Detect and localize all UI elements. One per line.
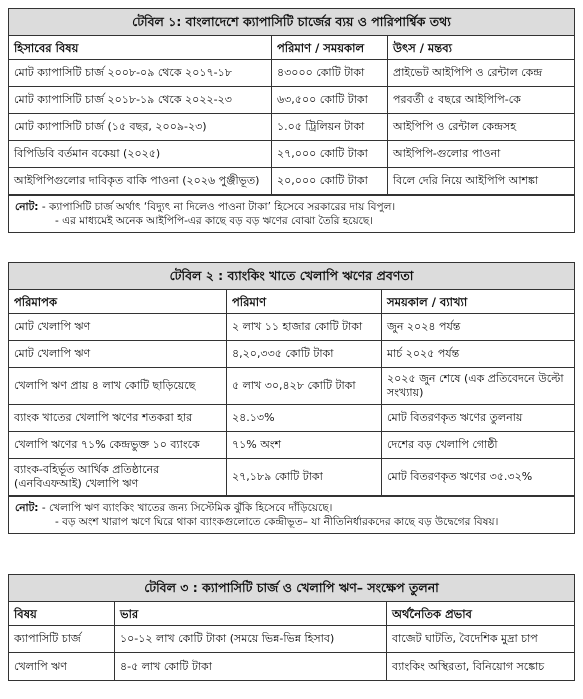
table-row <box>9 432 574 459</box>
table-cell: জুন ২০২৪ পর্যন্ত <box>387 320 461 333</box>
table-row <box>9 168 574 195</box>
table-row <box>9 141 574 168</box>
table-cell: ২০,০০০ কোটি টাকা <box>272 168 388 194</box>
table-title: টেবিল ১: বাংলাদেশে ক্যাপাসিটি চার্জের ব্যয় ও পারিপার্শ্বিক তথ্য <box>9 9 574 36</box>
note-line: - এর মাধ্যমেই অনেক আইপিপি-এর কাছে বড় বড় ঋণের বোঝা তৈরি হয়েছে। <box>55 215 374 227</box>
table-cell: বিলে দেরি নিয়ে আইপিপি আশঙ্কা <box>393 174 539 187</box>
header-cell: বিষয় <box>9 602 115 625</box>
table-cell: ব্যাংকিং অস্থিরতা, বিনিয়োগ সঙ্কোচ <box>392 659 545 673</box>
table-cell: বাজেট ঘাটতি, বৈদেশিক মুদ্রা চাপ <box>392 632 538 645</box>
table-row <box>9 626 574 653</box>
table-cell: খেলাপি ঋণ প্রায় ৪ লাখ কোটি ছাড়িয়েছে <box>9 368 227 404</box>
table-row <box>9 653 574 680</box>
table-cell: ২৪.১৩% <box>227 405 382 431</box>
table-cell: মোট বিতরণকৃত ঋণের তুলনায় <box>387 411 523 424</box>
table-cell: ১০-১২ লাখ কোটি টাকা (সময়ে ভিন্ন-ভিন্ন হিসাব) <box>115 626 387 652</box>
table-cell: দেশের বড় খেলাপি গোষ্ঠী <box>387 438 498 451</box>
header-cell: ভার <box>115 602 387 625</box>
table-row <box>9 87 574 114</box>
table-cell: খেলাপি ঋণ <box>9 653 115 680</box>
table-title: টেবিল ২ : ব্যাংকিং খাতে খেলাপি ঋণের প্রবণতা <box>9 263 574 290</box>
table-title: টেবিল ৩ : ক্যাপাসিটি চার্জ ও খেলাপি ঋণ– সংক্ষেপ তুলনা <box>9 575 574 602</box>
table-cell: খেলাপি ঋণের ৭১% কেন্দ্রভুক্ত ১০ ব্যাংকে <box>9 432 227 458</box>
table-cell: মোট ক্যাপাসিটি চার্জ (১৫ বছর, ২০০৯-২৩) <box>9 114 272 140</box>
table-cell: মোট বিতরণকৃত ঋণের ৩৫.৩২% <box>387 470 533 483</box>
table-cell: আইপিপিগুলোর দাবিকৃত বাকি পাওনা (২০২৬ পুঞ্জীভূত) <box>9 168 272 194</box>
table-cell: আইপিপি ও রেন্টাল কেন্দ্রসহ <box>393 120 517 133</box>
table-cell: ১.০৫ ট্রিলিয়ন টাকা <box>272 114 388 140</box>
table-cell: ২৭,১৮৯ কোটি টাকা <box>227 459 382 495</box>
table-cell: ২ লাখ ১১ হাজার কোটি টাকা <box>227 314 382 340</box>
table-cell: প্রাইভেট আইপিপি ও রেন্টাল কেন্দ্র <box>393 66 543 79</box>
table-cell: মোট ক্যাপাসিটি চার্জ ২০০৮-০৯ থেকে ২০১৭-১৮ <box>9 60 272 86</box>
header-cell: পরিমাণ / সময়কাল <box>272 36 388 59</box>
table-bank-default <box>8 262 575 534</box>
table-row <box>9 405 574 432</box>
table-note <box>9 195 574 232</box>
table-cell: মার্চ ২০২৫ পর্যন্ত <box>387 347 460 360</box>
table-cell: ৭১% অংশ <box>227 432 382 458</box>
table-cell: ব্যাংক খাতের খেলাপি ঋণের শতকরা হার <box>9 405 227 431</box>
table-cell: ২০২৫ জুন শেষে (এক প্রতিবেদনে উল্টো সংখ্যায়) <box>387 372 564 399</box>
header-cell: সময়কাল / ব্যাখ্যা <box>387 294 468 309</box>
header-cell: উৎস / মন্তব্য <box>393 40 452 55</box>
header-cell: হিসাবের বিষয় <box>9 36 272 59</box>
table-cell: ৪,২০,৩৩৫ কোটি টাকা <box>227 341 382 367</box>
note-line: - ক্যাপাসিটি চার্জ অর্থাৎ ‘বিদ্যুৎ না দিলেও পাওনা টাকা’ হিসেবে সরকারের দায় বিপুল। <box>41 201 396 213</box>
header-cell: পরিমাণ <box>227 290 382 313</box>
table-cell: ২৭,০০০ কোটি টাকা <box>272 141 388 167</box>
table-cell: বিপিডিবি বর্তমান বকেয়া (২০২৫) <box>9 141 272 167</box>
table-header-row <box>9 36 574 60</box>
table-comparison <box>8 574 575 681</box>
table-cell: ব্যাংক-বহির্ভূত আর্থিক প্রতিষ্ঠানের (এনবিএফআই) খেলাপি ঋণ <box>9 459 227 495</box>
table-cell: ৪৩০০০ কোটি টাকা <box>272 60 388 86</box>
table-cell: ক্যাপাসিটি চার্জ <box>9 626 115 652</box>
table-row <box>9 114 574 141</box>
table-cell: মোট খেলাপি ঋণ <box>9 341 227 367</box>
header-cell: পরিমাপক <box>9 290 227 313</box>
header-cell: অর্থনৈতিক প্রভাব <box>392 606 472 621</box>
table-cell: আইপিপি-গুলোর পাওনা <box>393 147 501 160</box>
table-header-row <box>9 602 574 626</box>
note-label: নোট: <box>15 201 39 213</box>
table-cell: ৫ লাখ ৩০,৪২৮ কোটি টাকা <box>227 368 382 404</box>
table-row <box>9 60 574 87</box>
table-header-row <box>9 290 574 314</box>
table-cell: মোট ক্যাপাসিটি চার্জ ২০১৮-১৯ থেকে ২০২২-২৩ <box>9 87 272 113</box>
table-cell: ৬৩,৫০০ কোটি টাকা <box>272 87 388 113</box>
table-cell: ৪-৫ লাখ কোটি টাকা <box>115 653 387 680</box>
note-line: - খেলাপি ঋণ ব্যাংকিং খাতের জন্য সিস্টেমিক ঝুঁকি হিসেবে দাঁড়িয়েছে। <box>41 502 333 514</box>
table-cell: মোট খেলাপি ঋণ <box>9 314 227 340</box>
table-note <box>9 496 574 533</box>
table-cell: পরবর্তী ৫ বছরে আইপিপি-কে <box>393 93 521 106</box>
note-label: নোট: <box>15 502 39 514</box>
table-row <box>9 341 574 368</box>
table-row <box>9 459 574 496</box>
table-row <box>9 368 574 405</box>
note-line: - বড় অংশ খারাপ ঋণে ঘিরে থাকা ব্যাংকগুলোতে কেন্দ্রীভূত– যা নীতিনির্ধারকদের কাছে বড় উদ্বেগের বিষয়। <box>55 516 499 528</box>
table-row <box>9 314 574 341</box>
table-capacity-charge <box>8 8 575 233</box>
